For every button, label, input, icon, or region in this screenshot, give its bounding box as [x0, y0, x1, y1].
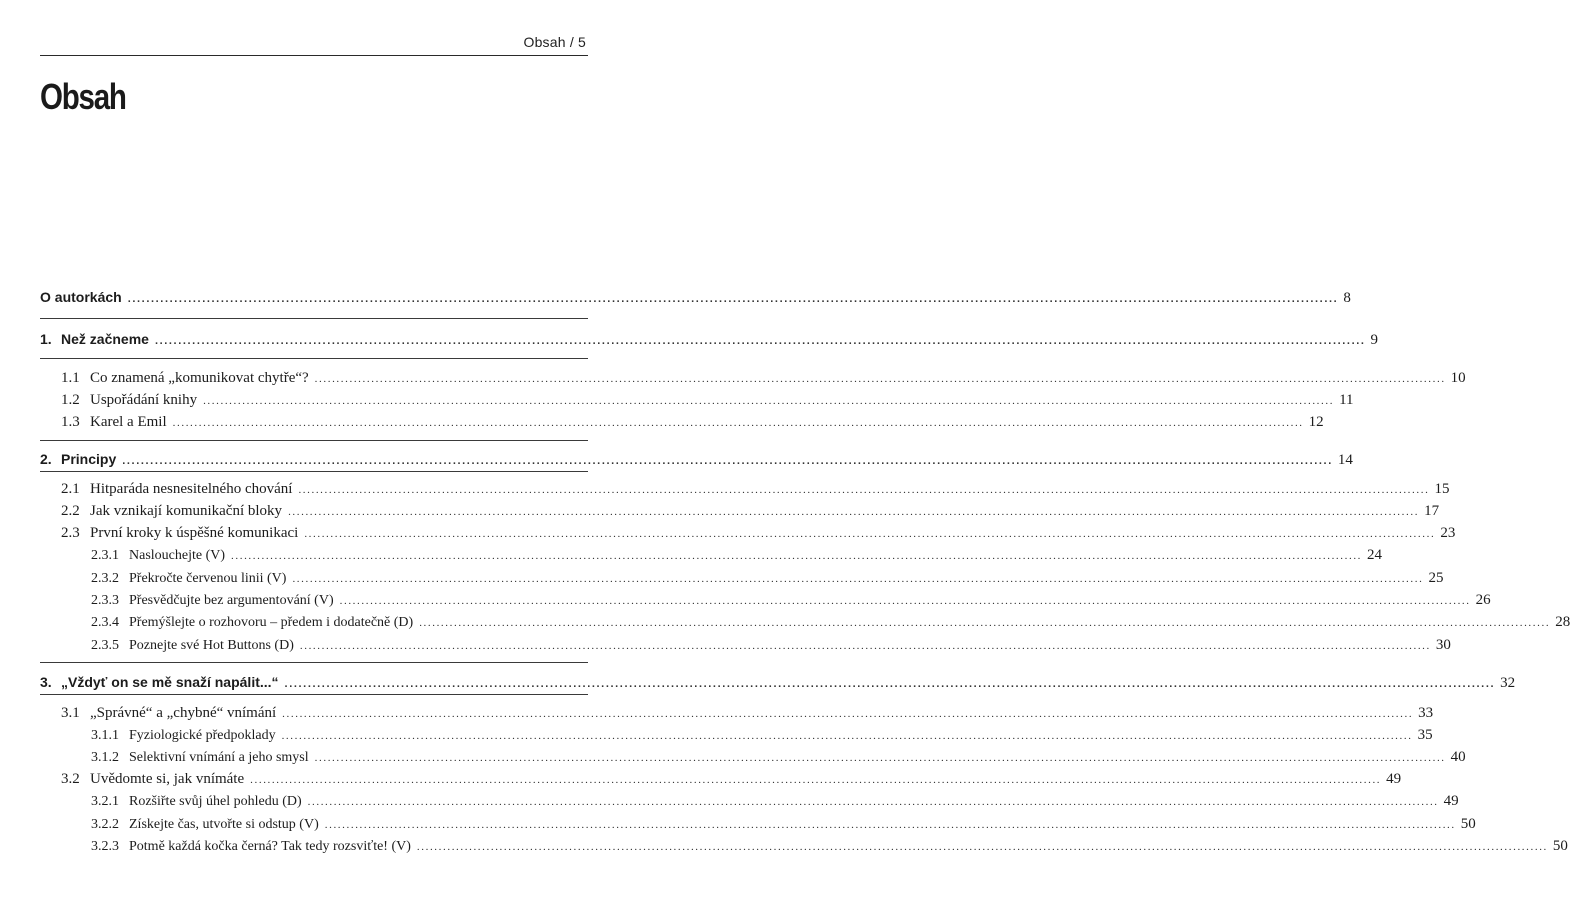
toc-entry-number: 2.2: [61, 503, 80, 519]
dot-leader: ....................................................................................................................................................................................................................................................................: [307, 796, 1439, 808]
toc-entry-title: Poznejte své Hot Buttons (D): [129, 638, 294, 653]
toc-entry-number: 1.1: [61, 370, 80, 386]
toc-entry-title: Rozšiřte svůj úhel pohledu (D): [129, 794, 302, 809]
toc-entry-number: 3.: [40, 674, 52, 690]
toc-entry[interactable]: [61, 771, 1402, 793]
toc-entry-number: 3.2.2: [91, 817, 119, 832]
toc-entry[interactable]: [61, 414, 1324, 436]
toc-entry[interactable]: [40, 331, 1379, 353]
toc-entry-number: 2.3.4: [91, 615, 119, 630]
toc-entry-page: 14: [1337, 452, 1353, 468]
toc-entry-page: 40: [1450, 749, 1466, 765]
dot-leader: ....................................................................................................................................................................................................................................................................: [284, 678, 1496, 690]
dot-leader: ....................................................................................................................................................................................................................................................................: [299, 640, 1431, 652]
dot-leader: ....................................................................................................................................................................................................................................................................: [298, 484, 1430, 496]
toc-entry-page: 11: [1339, 392, 1354, 408]
toc-entry-page: 28: [1555, 614, 1570, 630]
dot-leader: ....................................................................................................................................................................................................................................................................: [250, 774, 1382, 786]
dot-leader: ....................................................................................................................................................................................................................................................................: [122, 455, 1333, 467]
toc-entry-number: 2.3.5: [91, 638, 119, 653]
toc-entry[interactable]: [91, 592, 1491, 614]
toc-entry[interactable]: [91, 793, 1459, 815]
toc-entry[interactable]: [91, 727, 1433, 749]
toc-entry-number: 2.: [40, 451, 52, 467]
toc-entry-number: 1.3: [61, 414, 80, 430]
toc-entry-title: První kroky k úspěšné komunikaci: [90, 525, 299, 541]
toc-entry-page: 17: [1424, 503, 1440, 519]
dot-leader: ....................................................................................................................................................................................................................................................................: [314, 752, 1446, 764]
toc-entry-number: 2.3.1: [91, 548, 119, 563]
toc-entry-title: Získejte čas, utvořte si odstup (V): [129, 817, 319, 832]
dot-leader: ....................................................................................................................................................................................................................................................................: [231, 550, 1363, 562]
toc-entry-title: Fyziologické předpoklady: [129, 728, 276, 743]
toc-entry[interactable]: [61, 705, 1434, 727]
dot-leader: ....................................................................................................................................................................................................................................................................: [419, 617, 1551, 629]
dot-leader: ....................................................................................................................................................................................................................................................................: [339, 595, 1471, 607]
dot-leader: ....................................................................................................................................................................................................................................................................: [127, 293, 1339, 305]
toc-entry-number: 3.1.1: [91, 728, 119, 743]
toc-entry[interactable]: [91, 816, 1476, 838]
toc-entry-page: 50: [1552, 838, 1568, 854]
toc-entry-page: 49: [1386, 771, 1402, 787]
toc-entry-number: 2.3.3: [91, 593, 119, 608]
toc-entry-number: 3.2: [61, 771, 80, 787]
toc-entry-title: Překročte červenou linii (V): [129, 571, 287, 586]
toc-entry-title: Principy: [61, 451, 117, 467]
dot-leader: ....................................................................................................................................................................................................................................................................: [324, 819, 1456, 831]
dot-leader: ....................................................................................................................................................................................................................................................................: [172, 417, 1304, 429]
toc-entry-number: 3.2.1: [91, 794, 119, 809]
toc-entry-title: Uvědomte si, jak vnímáte: [90, 771, 245, 787]
toc-entry[interactable]: [61, 392, 1354, 414]
toc-entry[interactable]: [91, 547, 1383, 569]
toc-entry-title: „Správné“ a „chybné“ vnímání: [90, 705, 277, 721]
toc-entry-page: 26: [1475, 592, 1491, 608]
toc-entry-number: 3.1: [61, 705, 80, 721]
toc-entry-page: 24: [1367, 547, 1383, 563]
toc-entry[interactable]: [91, 838, 1568, 860]
toc-entry-title: Co znamená „komunikovat chytře“?: [90, 370, 309, 386]
dot-leader: ....................................................................................................................................................................................................................................................................: [304, 528, 1436, 540]
section-divider: [40, 662, 588, 663]
toc-entry-title: Jak vznikají komunikační bloky: [90, 503, 283, 519]
dot-leader: ....................................................................................................................................................................................................................................................................: [292, 573, 1424, 585]
section-divider: [40, 358, 588, 359]
toc-entry-title: „Vždyť on se mě snaží napálit...“: [61, 674, 279, 690]
dot-leader: ....................................................................................................................................................................................................................................................................: [416, 841, 1548, 853]
toc-entry-title: Přemýšlejte o rozhovoru – předem i dodatečně (D): [129, 615, 414, 630]
dot-leader: ....................................................................................................................................................................................................................................................................: [282, 708, 1414, 720]
toc-entry-number: 1.: [40, 331, 52, 347]
toc-entry-page: 9: [1370, 332, 1379, 348]
dot-leader: ....................................................................................................................................................................................................................................................................: [281, 730, 1413, 742]
toc-entry[interactable]: [40, 451, 1353, 473]
toc-entry[interactable]: [91, 570, 1444, 592]
toc-entry[interactable]: [61, 481, 1450, 503]
toc-entry-page: 35: [1417, 727, 1433, 743]
toc-entry-title: Selektivní vnímání a jeho smysl: [129, 750, 309, 765]
toc-entry[interactable]: [40, 289, 1351, 311]
toc-entry-number: 1.2: [61, 392, 80, 408]
toc-entry[interactable]: [40, 674, 1516, 696]
toc-entry-number: 3.2.3: [91, 839, 119, 854]
toc-entry[interactable]: [91, 749, 1466, 771]
toc-entry-title: Přesvědčujte bez argumentování (V): [129, 593, 334, 608]
toc-entry[interactable]: [61, 503, 1440, 525]
toc-entry-title: O autorkách: [40, 289, 122, 305]
header-text: Obsah / 5: [523, 34, 586, 50]
toc-entry-title: Karel a Emil: [90, 414, 167, 430]
toc-entry-title: Než začneme: [61, 331, 149, 347]
toc-entry-page: 12: [1308, 414, 1324, 430]
section-divider: [40, 440, 588, 441]
section-divider: [40, 318, 588, 319]
dot-leader: ....................................................................................................................................................................................................................................................................: [154, 335, 1366, 347]
dot-leader: ....................................................................................................................................................................................................................................................................: [314, 373, 1446, 385]
page-title: Obsah: [40, 76, 126, 117]
dot-leader: ....................................................................................................................................................................................................................................................................: [288, 506, 1420, 518]
toc-entry-page: 8: [1343, 290, 1351, 306]
toc-entry-page: 25: [1428, 570, 1444, 586]
toc-entry-page: 15: [1434, 481, 1450, 497]
toc-entry-page: 49: [1443, 793, 1459, 809]
toc-entry-number: 3.1.2: [91, 750, 119, 765]
toc-entry-page: 33: [1418, 705, 1434, 721]
toc-entry[interactable]: [61, 525, 1456, 547]
toc-entry[interactable]: [61, 370, 1466, 392]
toc-entry-page: 32: [1500, 675, 1516, 691]
toc-entry-title: Hitparáda nesnesitelného chování: [90, 481, 293, 497]
toc-entry-page: 30: [1435, 637, 1451, 653]
toc-entry-title: Naslouchejte (V): [129, 548, 226, 563]
toc-entry[interactable]: [91, 614, 1570, 636]
toc-entry-number: 2.3: [61, 525, 80, 541]
toc-entry-number: 2.3.2: [91, 571, 119, 586]
toc-entry-page: 10: [1450, 370, 1466, 386]
toc-entry-number: 2.1: [61, 481, 80, 497]
toc-entry-title: Potmě každá kočka černá? Tak tedy rozsviťte! (V): [129, 839, 411, 854]
toc-entry-page: 50: [1460, 816, 1476, 832]
toc-entry[interactable]: [91, 637, 1451, 659]
dot-leader: ....................................................................................................................................................................................................................................................................: [203, 395, 1335, 407]
toc-entry-page: 23: [1440, 525, 1456, 541]
toc-entry-title: Uspořádání knihy: [90, 392, 198, 408]
